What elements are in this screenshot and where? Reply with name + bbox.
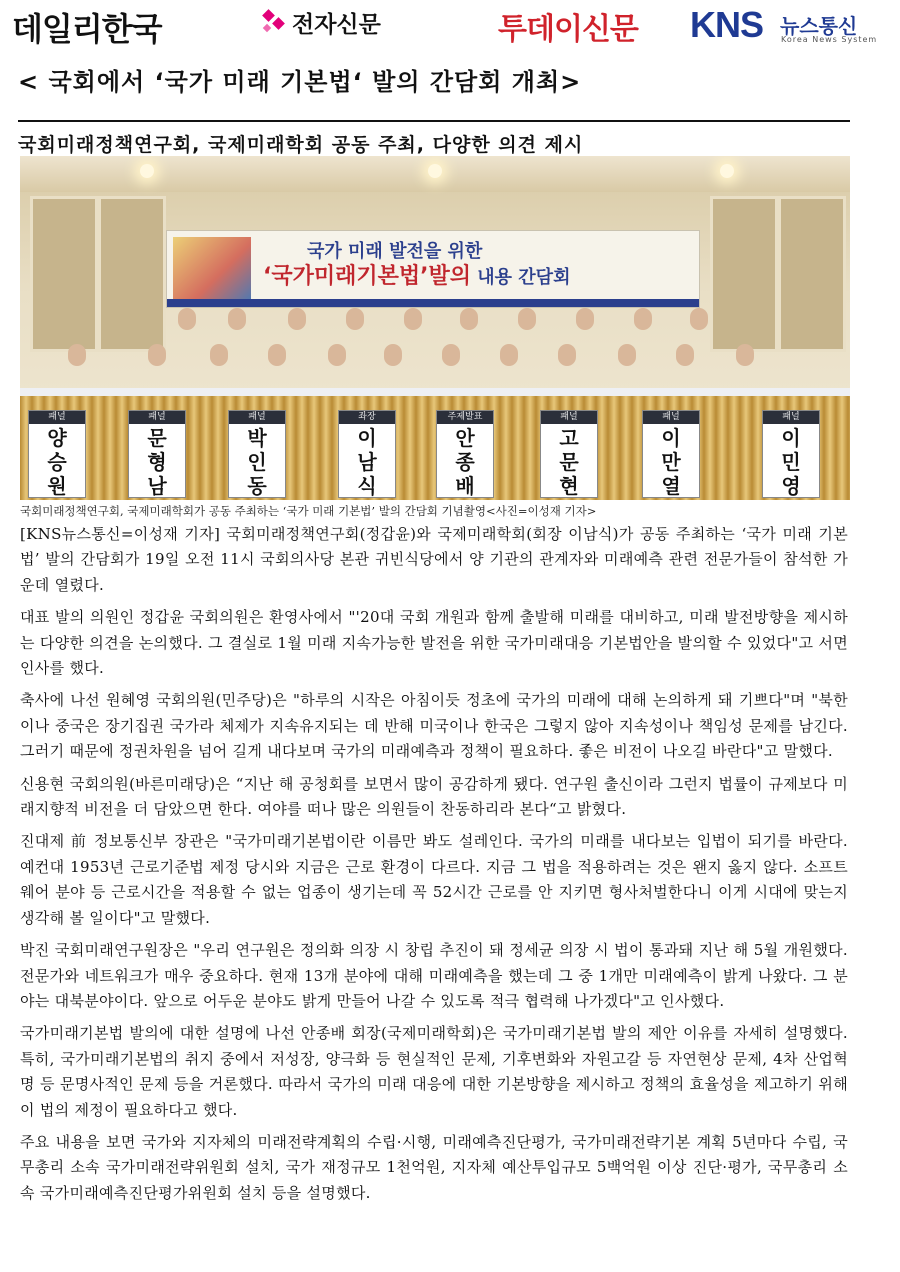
kns-logo — [690, 4, 878, 46]
article-paragraph: [KNS뉴스통신=이성재 기자] 국회미래정책연구회(정갑윤)와 국제미래학회(회장 이남식)가 공동 주최하는 ‘국가 미래 기본법’ 발의 간담회가 19일 오전 11시 국회의사당 본관 귀빈식당에서 양 기관의 관계자와 미래예측 관련 전문가들이 참석한 가운데 열렸다. — [20, 525, 848, 594]
attendee-figure — [510, 308, 544, 330]
kns-logo-korean: 뉴스통신 — [780, 14, 858, 38]
nameplate-role: 좌장 — [339, 411, 395, 424]
etimes-logo — [262, 6, 381, 39]
article-paragraph: 국가미래기본법 발의에 대한 설명에 나선 안종배 회장(국제미래학회)은 국가미래기본법 발의 제안 이유를 자세히 설명했다. 특히, 국가미래기본법의 취지 중에서 저성장, 양극화 등 현실적인 문제, 기후변화와 자원고갈 등 자연현상 문제, 4차 산업혁명 등 문명사적인 문제 등을 거론했다. 따라서 국가의 미래 대응에 대한 기본방향을 제시하고 정책의 효율성을 제고하기 위해 이 법의 제정이 필요하다고 했다. — [20, 1024, 848, 1119]
nameplate-role: 패널 — [29, 411, 85, 424]
nameplate — [762, 410, 820, 498]
article-body — [20, 522, 848, 1213]
nameplate-role: 패널 — [643, 411, 699, 424]
attendee-figure — [668, 344, 702, 366]
attendee-figure — [140, 344, 174, 366]
attendee-figure — [280, 308, 314, 330]
etimes-logo-text: 전자신문 — [292, 12, 381, 38]
nameplate-role: 패널 — [541, 411, 597, 424]
nameplate-name: 고문현 — [559, 426, 579, 498]
article-paragraph: 주요 내용을 보면 국가와 지자체의 미래전략계획의 수립·시행, 미래예측진단평가, 국가미래전략기본 계획 5년마다 수립, 국무총리 소속 국가미래전략위원회 설치, 국가 재정규모 1천억원, 지자체 예산투입규모 5백억원 이상 진단·평가, 국무총리 소속 국가미래예측진단평가위원회 설치 등을 설명했다. — [20, 1132, 848, 1202]
article-paragraph: 신용현 국회의원(바른미래당)은 “지난 해 공청회를 보면서 많이 공감하게 됐다. 연구원 출신이라 그런지 법률이 규제보다 미래지향적 비전을 더 담았으면 한다. 여야를 떠나 많은 의원들이 찬동하리라 본다“고 밝혔다. — [20, 774, 848, 819]
wall-panel — [710, 196, 778, 352]
article-paragraph: 축사에 나선 원혜영 국회의원(민주당)은 "하루의 시작은 아침이듯 정초에 국가의 미래에 대해 논의하게 돼 기쁘다"며 "북한이나 중국은 장기집권 국가라 체제가 지속유지되는 데 반해 미국이나 한국은 그렇지 않아 지속성이나 책임성 문제를 남긴다. 그러기 때문에 정권차원을 넘어 길게 내다보며 국가의 미래예측과 정책이 필요하다. 좋은 비전이 나오길 바란다"고 말했다. — [20, 691, 848, 761]
banner-line-1: 국가 미래 발전을 위한 — [307, 241, 483, 262]
headline-divider — [18, 120, 850, 122]
attendee-figure — [728, 344, 762, 366]
nameplate-name: 이민영 — [781, 426, 801, 498]
attendee-figure — [396, 308, 430, 330]
event-banner — [166, 230, 700, 308]
banner-strip — [167, 299, 699, 307]
nameplate — [642, 410, 700, 498]
ceiling-light — [428, 164, 442, 178]
attendee-figure — [550, 344, 584, 366]
attendee-figure — [610, 344, 644, 366]
attendee-figure — [170, 308, 204, 330]
nameplate — [228, 410, 286, 498]
kns-logo-text: KNS — [690, 4, 764, 45]
nameplate — [338, 410, 396, 498]
daily-hankook-logo: 데일리한국 — [12, 10, 162, 48]
nameplate — [128, 410, 186, 498]
nameplate-name: 이남식 — [357, 426, 377, 498]
nameplate-role: 패널 — [129, 411, 185, 424]
attendee-figure — [376, 344, 410, 366]
attendee-figure — [260, 344, 294, 366]
article-paragraph: 진대제 前 정보통신부 장관은 "국가미래기본법이란 이름만 봐도 설레인다. 국가의 미래를 내다보는 입법이 되기를 바란다. 예컨대 1953년 근로기준법 제정 당시와 지금은 근로 환경이 다르다. 지금 그 법을 적용하려는 것은 왠지 옳지 않다. 소프트웨어 분야 등 근로시간을 적용할 수 없는 업종이 생기는데 꼭 52시간 근로를 안 지키면 형사처벌한다니 이게 시대에 맞는지 생각해 볼 일이다"고 말했다. — [20, 832, 848, 927]
nameplate-role: 패널 — [763, 411, 819, 424]
article-headline: < 국회에서 ‘국가 미래 기본법‘ 발의 간담회 개최> — [18, 68, 582, 96]
nameplate-name: 안종배 — [455, 426, 475, 498]
wall-panel — [778, 196, 846, 352]
attendee-figure — [568, 308, 602, 330]
attendee-figure — [60, 344, 94, 366]
nameplate-role: 패널 — [229, 411, 285, 424]
event-photo — [20, 156, 850, 500]
wall-panel — [30, 196, 98, 352]
banner-line-2-tail: 내용 간담회 — [470, 267, 571, 288]
attendee-figure — [492, 344, 526, 366]
nameplate — [540, 410, 598, 498]
photo-caption: 국회미래정책연구회, 국제미래학회가 공동 주최하는 ‘국가 미래 기본법’ 발의 간담회 기념촬영<사진=이성재 기자> — [20, 504, 597, 518]
attendee-figure — [434, 344, 468, 366]
banner-artwork — [173, 237, 251, 299]
attendee-figure — [626, 308, 660, 330]
attendee-figure — [220, 308, 254, 330]
today-shinmun-logo: 투데이신문 — [498, 12, 638, 47]
nameplate-name: 문형남 — [147, 426, 167, 498]
wall-panel — [98, 196, 166, 352]
ceiling-light — [140, 164, 154, 178]
nameplate-name: 박인동 — [247, 426, 267, 498]
nameplate-name: 양승원 — [47, 426, 67, 498]
attendee-figure — [338, 308, 372, 330]
attendee-figure — [202, 344, 236, 366]
article-paragraph: 박진 국회미래연구원장은 "우리 연구원은 정의화 의장 시 창립 추진이 돼 정세균 의장 시 법이 통과돼 지난 해 5월 개원했다. 전문가와 네트워크가 매우 중요하다. 현재 13개 분야에 대해 미래예측을 했는데 그 중 1개만 미래예측이 밝게 나왔다. 그 분야는 대북분야이다. 앞으로 어두운 분야도 밝게 만들어 나갈 수 있도록 적극 협력해 나가겠다"고 인사했다. — [20, 941, 848, 1010]
ceiling-light — [720, 164, 734, 178]
masthead — [0, 0, 900, 50]
nameplate-role: 주제발표 — [437, 411, 493, 424]
nameplate — [436, 410, 494, 498]
etimes-mark-icon — [262, 11, 286, 35]
nameplate-name: 이만열 — [661, 426, 681, 498]
article-paragraph: 대표 발의 의원인 정갑윤 국회의원은 환영사에서 "'20대 국회 개원과 함께 출발해 미래를 대비하고, 미래 발전방향을 제시하는 다양한 의견을 논의했다. 그 결실로 1월 미래 지속가능한 발전을 위한 국가미래대응 기본법안을 발의할 수 있었다"고 서면 인사를 했다. — [20, 608, 848, 678]
attendee-figure — [452, 308, 486, 330]
kns-logo-english: Korea News System — [781, 35, 878, 44]
attendee-figure — [320, 344, 354, 366]
attendee-figure — [682, 308, 716, 330]
nameplate — [28, 410, 86, 498]
banner-line-2-main: ‘국가미래기본법’발의 — [263, 264, 471, 289]
article-subheadline: 국회미래정책연구회, 국제미래학회 공동 주최, 다양한 의견 제시 — [18, 134, 584, 156]
banner-line-2 — [263, 259, 693, 290]
